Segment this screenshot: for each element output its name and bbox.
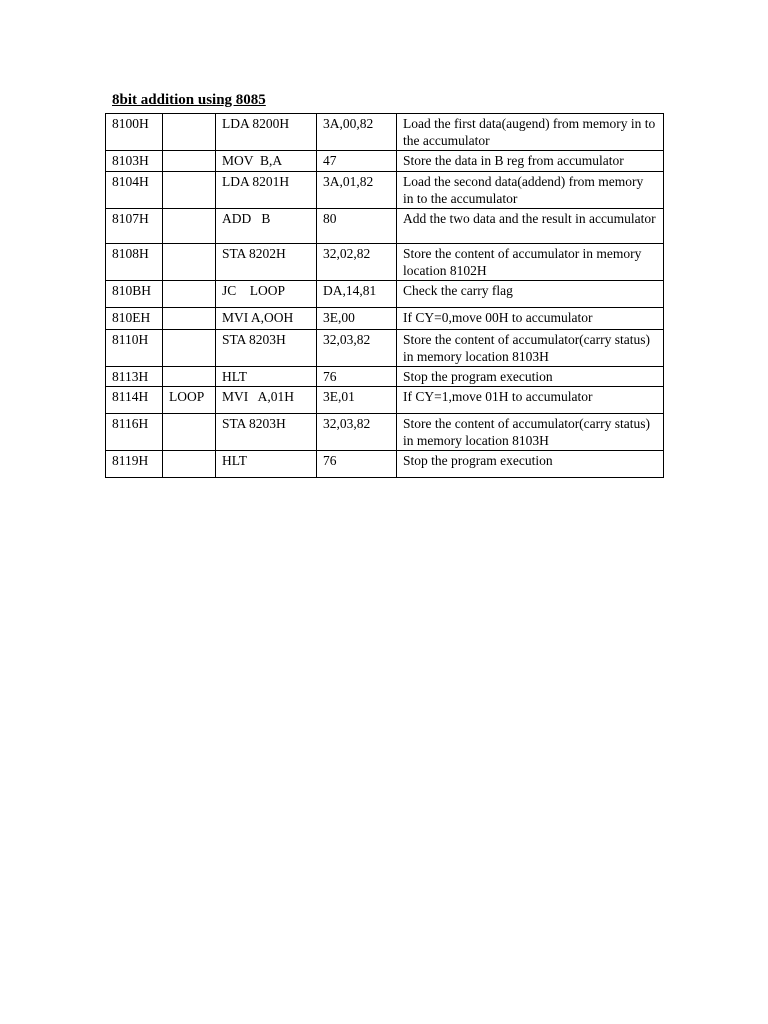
program-table	[105, 113, 664, 478]
address-cell: 8100H	[106, 114, 163, 151]
address-cell: 8110H	[106, 330, 163, 367]
comment-cell: Load the first data(augend) from memory in to the accumulator	[397, 114, 664, 151]
mnemonic-cell: ADD B	[216, 209, 317, 244]
mnemonic-cell: HLT	[216, 451, 317, 478]
opcode-cell: 32,03,82	[317, 330, 397, 367]
comment-cell: If CY=1,move 01H to accumulator	[397, 387, 664, 414]
label-cell	[163, 114, 216, 151]
address-cell: 8104H	[106, 172, 163, 209]
opcode-cell: 3A,00,82	[317, 114, 397, 151]
mnemonic-cell: MOV B,A	[216, 151, 317, 172]
mnemonic-cell: MVI A,OOH	[216, 308, 317, 330]
table-row	[106, 114, 664, 151]
address-cell: 8108H	[106, 244, 163, 281]
address-cell: 810EH	[106, 308, 163, 330]
address-cell: 8114H	[106, 387, 163, 414]
address-cell: 8116H	[106, 414, 163, 451]
address-cell: 810BH	[106, 281, 163, 308]
opcode-cell: 76	[317, 367, 397, 387]
table-row	[106, 244, 664, 281]
mnemonic-cell: STA 8202H	[216, 244, 317, 281]
label-cell	[163, 281, 216, 308]
opcode-cell: 3E,00	[317, 308, 397, 330]
comment-cell: Store the data in B reg from accumulator	[397, 151, 664, 172]
mnemonic-cell: JC LOOP	[216, 281, 317, 308]
label-cell	[163, 244, 216, 281]
comment-cell: Stop the program execution	[397, 367, 664, 387]
opcode-cell: 3A,01,82	[317, 172, 397, 209]
label-cell	[163, 151, 216, 172]
table-row	[106, 451, 664, 478]
opcode-cell: 32,03,82	[317, 414, 397, 451]
table-row	[106, 172, 664, 209]
label-cell: LOOP	[163, 387, 216, 414]
comment-cell: Load the second data(addend) from memory in to the accumulator	[397, 172, 664, 209]
program-table-body	[106, 114, 664, 478]
address-cell: 8113H	[106, 367, 163, 387]
label-cell	[163, 308, 216, 330]
table-row	[106, 330, 664, 367]
table-row	[106, 414, 664, 451]
mnemonic-cell: STA 8203H	[216, 330, 317, 367]
table-row	[106, 209, 664, 244]
mnemonic-cell: HLT	[216, 367, 317, 387]
comment-cell: Store the content of accumulator in memory location 8102H	[397, 244, 664, 281]
opcode-cell: 80	[317, 209, 397, 244]
opcode-cell: 32,02,82	[317, 244, 397, 281]
opcode-cell: 76	[317, 451, 397, 478]
address-cell: 8103H	[106, 151, 163, 172]
comment-cell: Add the two data and the result in accumulator	[397, 209, 664, 244]
label-cell	[163, 451, 216, 478]
comment-cell: If CY=0,move 00H to accumulator	[397, 308, 664, 330]
comment-cell: Check the carry flag	[397, 281, 664, 308]
label-cell	[163, 367, 216, 387]
comment-cell: Stop the program execution	[397, 451, 664, 478]
label-cell	[163, 209, 216, 244]
label-cell	[163, 172, 216, 209]
opcode-cell: 47	[317, 151, 397, 172]
table-row	[106, 281, 664, 308]
table-row	[106, 387, 664, 414]
table-row	[106, 308, 664, 330]
opcode-cell: 3E,01	[317, 387, 397, 414]
table-row	[106, 367, 664, 387]
mnemonic-cell: LDA 8201H	[216, 172, 317, 209]
address-cell: 8107H	[106, 209, 163, 244]
mnemonic-cell: LDA 8200H	[216, 114, 317, 151]
document-title: 8bit addition using 8085	[112, 92, 266, 108]
label-cell	[163, 414, 216, 451]
mnemonic-cell: STA 8203H	[216, 414, 317, 451]
address-cell: 8119H	[106, 451, 163, 478]
table-row	[106, 151, 664, 172]
mnemonic-cell: MVI A,01H	[216, 387, 317, 414]
comment-cell: Store the content of accumulator(carry status) in memory location 8103H	[397, 414, 664, 451]
label-cell	[163, 330, 216, 367]
comment-cell: Store the content of accumulator(carry status) in memory location 8103H	[397, 330, 664, 367]
opcode-cell: DA,14,81	[317, 281, 397, 308]
